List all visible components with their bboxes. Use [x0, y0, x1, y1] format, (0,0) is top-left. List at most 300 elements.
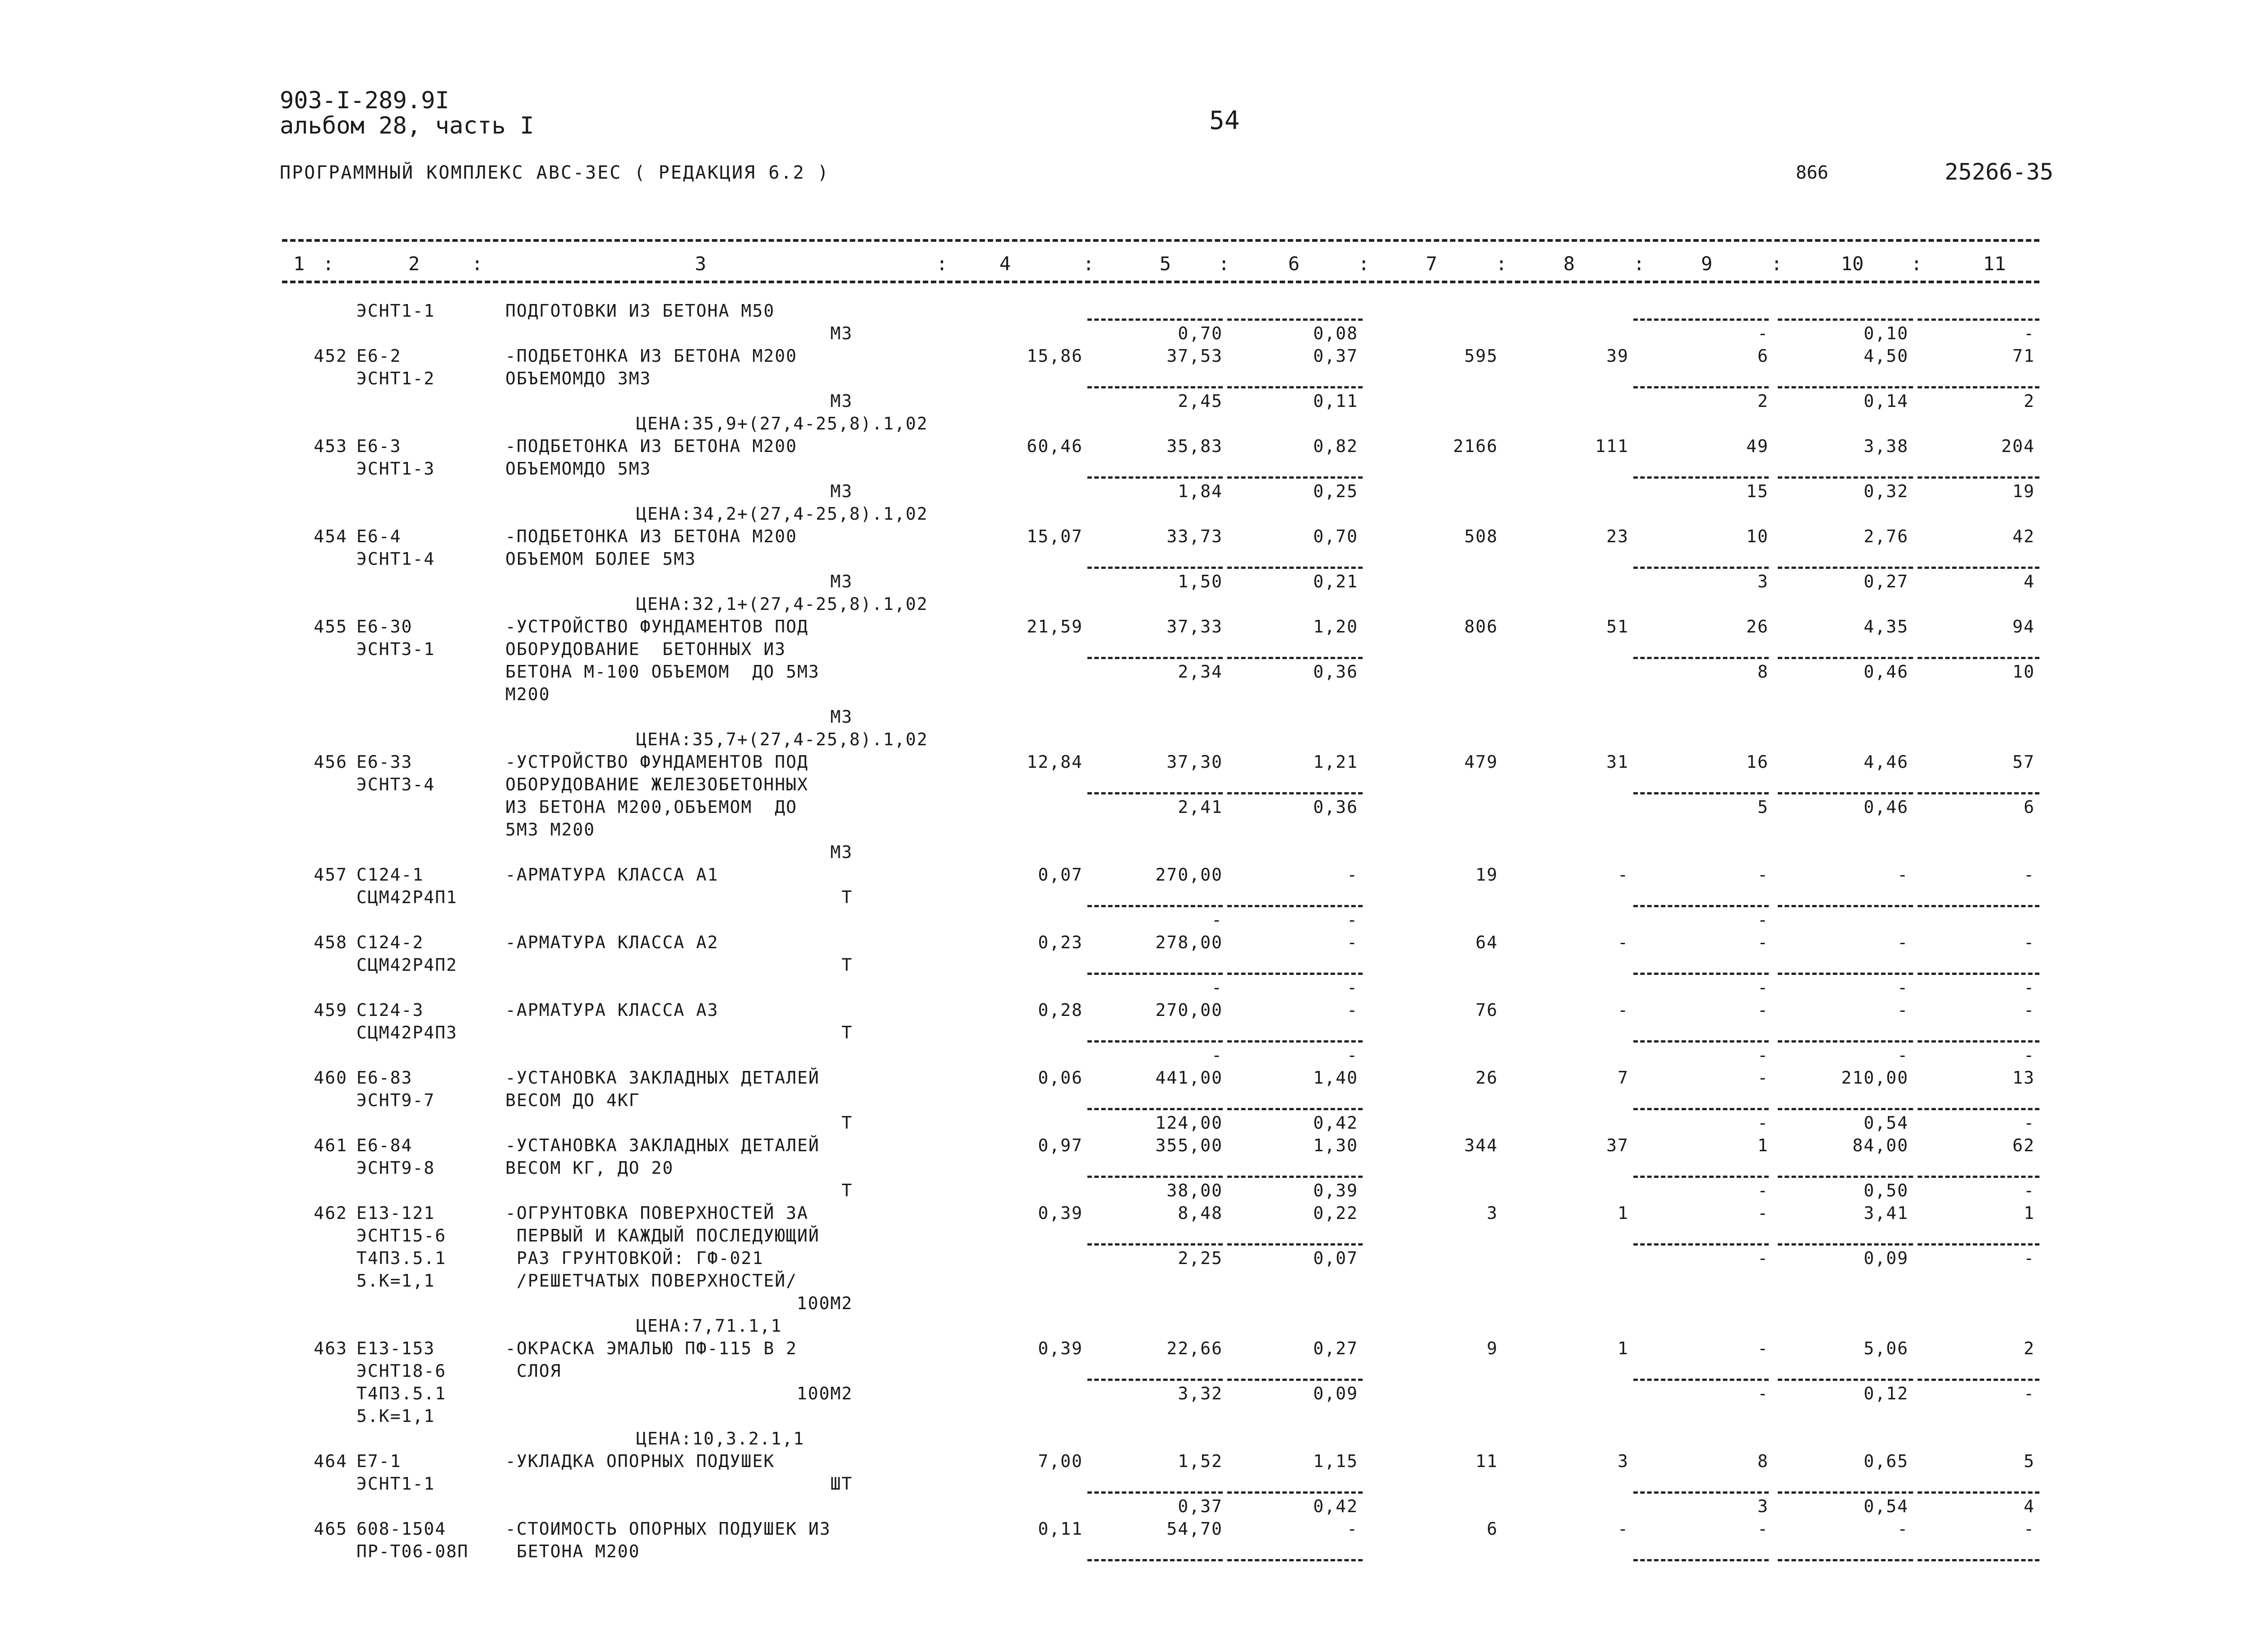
cell-c5: 8,48: [1178, 1203, 1223, 1223]
cell-c5: 3,32: [1178, 1384, 1223, 1403]
cell-c7: 3: [1487, 1203, 1498, 1223]
code-right: 25266-35: [1945, 159, 2053, 185]
cell-code: ЭСНТ15-6: [356, 1226, 447, 1246]
cell-desc: -ПОДБЕТОНКА ИЗ БЕТОНА М200: [505, 436, 797, 456]
dash-separator: [1778, 1108, 1913, 1110]
cell-code: ЭСНТ1-4: [356, 549, 435, 569]
dash-separator: [1778, 1379, 1913, 1381]
cell-desc: -УСТРОЙСТВО ФУНДАМЕНТОВ ПОД: [505, 752, 809, 772]
column-header-9: :: [1218, 253, 1230, 275]
cell-num: 460: [314, 1068, 347, 1088]
cell-c7: 64: [1475, 932, 1498, 952]
cell-c8: -: [1618, 932, 1629, 952]
dash-separator: [1227, 386, 1363, 388]
cell-code: 608-1504: [356, 1519, 447, 1539]
column-header-14: 8: [1563, 253, 1575, 275]
cell-desc: -ПОДБЕТОНКА ИЗ БЕТОНА М200: [505, 346, 797, 366]
dash-separator: [1778, 318, 1913, 321]
cell-c8: 1: [1618, 1338, 1629, 1358]
cell-c6: 0,36: [1313, 797, 1358, 817]
column-header-3: :: [472, 253, 483, 275]
cell-c5: 37,53: [1166, 346, 1223, 366]
dash-separator: [1918, 1559, 2039, 1561]
dash-separator: [1778, 973, 1913, 975]
rule-header-bottom: [282, 281, 2039, 283]
cell-c10: 4,46: [1863, 752, 1909, 772]
cell-code: Е6-33: [356, 752, 413, 772]
dash-separator: [1087, 1176, 1223, 1178]
dash-separator: [1633, 1108, 1769, 1110]
cell-unit: 100М2: [796, 1384, 853, 1403]
cell-c7: 344: [1464, 1135, 1498, 1155]
cell-c5: 22,66: [1166, 1338, 1223, 1358]
dash-separator: [1087, 1108, 1223, 1110]
cell-c10: 2,76: [1863, 526, 1909, 546]
dash-separator: [1918, 1040, 2039, 1043]
cell-c4: 0,28: [1038, 1000, 1083, 1020]
cell-c11: -: [2024, 932, 2035, 952]
cell-c5: 2,25: [1178, 1248, 1223, 1268]
cell-c10: 0,32: [1863, 481, 1909, 501]
dash-separator: [1633, 318, 1769, 321]
cell-c7: 19: [1475, 865, 1498, 885]
cell-c10: 0,12: [1863, 1384, 1909, 1403]
cell-desc: -АРМАТУРА КЛАССА А2: [505, 932, 719, 952]
dash-separator: [1087, 567, 1223, 569]
cell-code: Т4П3.5.1: [356, 1384, 447, 1403]
cell-c6: 0,27: [1313, 1338, 1358, 1358]
cell-c9: 3: [1757, 572, 1769, 591]
dash-separator: [1087, 657, 1223, 659]
cell-code: Т4П3.5.1: [356, 1248, 447, 1268]
dash-separator: [1778, 567, 1913, 569]
cell-c9: -: [1757, 1045, 1769, 1065]
cell-c10: 210,00: [1841, 1068, 1909, 1088]
cell-c11: -: [2024, 865, 2035, 885]
cell-c10: 84,00: [1852, 1135, 1909, 1155]
cell-c10: 0,54: [1863, 1113, 1909, 1133]
cell-code: Е6-3: [356, 436, 402, 456]
cell-c11: 57: [2012, 752, 2035, 772]
dash-separator: [1778, 1040, 1913, 1043]
cell-c10: 0,09: [1863, 1248, 1909, 1268]
cell-desc: ВЕСОМ ДО 4КГ: [505, 1090, 640, 1110]
cell-c10: 0,14: [1863, 391, 1909, 411]
column-header-6: 4: [999, 253, 1011, 275]
cell-desc: -ПОДБЕТОНКА ИЗ БЕТОНА М200: [505, 526, 797, 546]
cell-desc: ПОДГОТОВКИ ИЗ БЕТОНА М50: [505, 301, 775, 321]
cell-c6: 0,21: [1313, 572, 1358, 591]
cell-unit: М3: [830, 842, 853, 862]
dash-separator: [1918, 1243, 2039, 1246]
dash-separator: [1918, 973, 2039, 975]
cell-c8: 111: [1595, 436, 1629, 456]
cell-c5: 38,00: [1166, 1181, 1223, 1200]
column-header-7: :: [1083, 253, 1095, 275]
cell-c11: 42: [2012, 526, 2035, 546]
cell-num: 454: [314, 526, 347, 546]
dash-separator: [1778, 905, 1913, 907]
cell-code: СЦМ42Р4П1: [356, 887, 458, 907]
cell-c6: 0,70: [1313, 526, 1358, 546]
cell-c9: -: [1757, 1181, 1769, 1200]
cell-c9: -: [1757, 1338, 1769, 1358]
dash-separator: [1918, 905, 2039, 907]
cell-c5: 1,50: [1178, 572, 1223, 591]
cell-c4: 0,11: [1038, 1519, 1083, 1539]
cell-c9: -: [1757, 978, 1769, 997]
cell-desc: -УКЛАДКА ОПОРНЫХ ПОДУШЕК: [505, 1451, 775, 1471]
cell-desc: БЕТОНА М-100 ОБЪЕМОМ ДО 5М3: [505, 662, 820, 682]
cell-c11: 6: [2024, 797, 2035, 817]
cell-c10: 3,38: [1863, 436, 1909, 456]
cell-c7: 595: [1464, 346, 1498, 366]
cell-c8: 39: [1606, 346, 1629, 366]
cell-c4: 0,07: [1038, 865, 1083, 885]
cell-code: С124-2: [356, 932, 424, 952]
cell-c10: 4,50: [1863, 346, 1909, 366]
cell-c11: -: [2024, 323, 2035, 343]
cell-desc: -УСТРОЙСТВО ФУНДАМЕНТОВ ПОД: [505, 617, 809, 637]
cell-c6: 0,09: [1313, 1384, 1358, 1403]
cell-c4: 12,84: [1026, 752, 1083, 772]
dash-separator: [1918, 567, 2039, 569]
cell-code: Е13-153: [356, 1338, 435, 1358]
cell-c5: 2,45: [1178, 391, 1223, 411]
cell-unit: ШТ: [830, 1474, 853, 1494]
dash-separator: [1778, 476, 1913, 479]
cell-c4: 21,59: [1026, 617, 1083, 637]
cell-unit: М3: [830, 323, 853, 343]
column-header-0: 1: [293, 253, 305, 275]
cell-price: ЦЕНА:35,7+(27,4-25,8).1,02: [636, 729, 928, 749]
dash-separator: [1087, 905, 1223, 907]
cell-unit: М3: [830, 572, 853, 591]
cell-c5: 35,83: [1166, 436, 1223, 456]
cell-unit: 100М2: [796, 1293, 853, 1313]
cell-c11: 94: [2012, 617, 2035, 637]
cell-desc: -СТОИМОСТЬ ОПОРНЫХ ПОДУШЕК ИЗ: [505, 1519, 831, 1539]
cell-c9: -: [1757, 1203, 1769, 1223]
cell-num: 463: [314, 1338, 347, 1358]
column-header-1: :: [323, 253, 334, 275]
cell-c8: -: [1618, 1519, 1629, 1539]
dash-separator: [1227, 476, 1363, 479]
cell-c10: 4,35: [1863, 617, 1909, 637]
cell-c6: 0,25: [1313, 481, 1358, 501]
cell-c11: -: [2024, 1181, 2035, 1200]
dash-separator: [1633, 1176, 1769, 1178]
cell-c11: 5: [2024, 1451, 2035, 1471]
cell-desc: -УСТАНОВКА ЗАКЛАДНЫХ ДЕТАЛЕЙ: [505, 1135, 820, 1155]
dash-separator: [1918, 476, 2039, 479]
cell-c8: 7: [1618, 1068, 1629, 1088]
dash-separator: [1918, 1491, 2039, 1494]
column-header-4: 3: [695, 253, 707, 275]
cell-c10: -: [1897, 978, 1909, 997]
cell-desc: ИЗ БЕТОНА М200,ОБЪЕМОМ ДО: [505, 797, 797, 817]
cell-c5: 278,00: [1155, 932, 1223, 952]
dash-separator: [1087, 792, 1223, 794]
cell-code: СЦМ42Р4П2: [356, 955, 458, 975]
dash-separator: [1633, 1379, 1769, 1381]
cell-c11: -: [2024, 978, 2035, 997]
dash-separator: [1918, 1176, 2039, 1178]
cell-c6: 1,15: [1313, 1451, 1358, 1471]
cell-c5: 0,70: [1178, 323, 1223, 343]
cell-c5: -: [1211, 978, 1223, 997]
dash-separator: [1633, 1491, 1769, 1494]
rule-top: [282, 239, 2039, 242]
cell-c9: -: [1757, 1000, 1769, 1020]
cell-desc: ОБОРУДОВАНИЕ ЖЕЛЕЗОБЕТОННЫХ: [505, 775, 809, 794]
dash-separator: [1633, 567, 1769, 569]
page-number: 54: [1209, 106, 1240, 135]
cell-num: 456: [314, 752, 347, 772]
cell-num: 465: [314, 1519, 347, 1539]
cell-code: Е7-1: [356, 1451, 402, 1471]
cell-c6: 1,40: [1313, 1068, 1358, 1088]
cell-c11: 204: [2001, 436, 2035, 456]
cell-c7: 508: [1464, 526, 1498, 546]
cell-num: 455: [314, 617, 347, 637]
cell-c7: 76: [1475, 1000, 1498, 1020]
cell-desc: -АРМАТУРА КЛАССА А1: [505, 865, 719, 885]
cell-c5: 1,52: [1178, 1451, 1223, 1471]
album-label: альбом 28, часть I: [280, 112, 534, 139]
cell-c7: 2166: [1453, 436, 1498, 456]
cell-num: 464: [314, 1451, 347, 1471]
cell-num: 452: [314, 346, 347, 366]
column-header-13: :: [1496, 253, 1507, 275]
cell-c9: -: [1757, 1068, 1769, 1088]
cell-c9: -: [1757, 1519, 1769, 1539]
cell-c9: -: [1757, 932, 1769, 952]
cell-code: Е13-121: [356, 1203, 435, 1223]
cell-desc: -ОКРАСКА ЭМАЛЬЮ ПФ-115 В 2: [505, 1338, 797, 1358]
dash-separator: [1778, 1176, 1913, 1178]
dash-separator: [1227, 1176, 1363, 1178]
cell-code: ЭСНТ1-2: [356, 369, 435, 388]
cell-desc: /РЕШЕТЧАТЫХ ПОВЕРХНОСТЕЙ/: [505, 1271, 797, 1291]
cell-c5: 37,30: [1166, 752, 1223, 772]
dash-separator: [1087, 1379, 1223, 1381]
dash-separator: [1633, 973, 1769, 975]
cell-code: С124-1: [356, 865, 424, 885]
dash-separator: [1087, 476, 1223, 479]
cell-price: ЦЕНА:35,9+(27,4-25,8).1,02: [636, 414, 928, 434]
cell-c11: -: [2024, 1113, 2035, 1133]
cell-c9: 2: [1757, 391, 1769, 411]
cell-code: СЦМ42Р4П3: [356, 1023, 458, 1043]
dash-separator: [1227, 905, 1363, 907]
column-header-10: 6: [1288, 253, 1300, 275]
cell-desc: ОБЪЕМОМДО 5М3: [505, 459, 652, 479]
dash-separator: [1087, 973, 1223, 975]
dash-separator: [1087, 1243, 1223, 1246]
column-header-16: 9: [1701, 253, 1713, 275]
dash-separator: [1227, 1243, 1363, 1246]
cell-c7: 9: [1487, 1338, 1498, 1358]
cell-desc: ОБЪЕМОМДО 3М3: [505, 369, 652, 388]
dash-separator: [1227, 1491, 1363, 1494]
cell-code: ЭСНТ1-1: [356, 301, 435, 321]
cell-code: 5.К=1,1: [356, 1271, 435, 1291]
dash-separator: [1087, 1559, 1223, 1561]
cell-c6: -: [1347, 1000, 1358, 1020]
cell-c10: -: [1897, 1000, 1909, 1020]
cell-c10: 3,41: [1863, 1203, 1909, 1223]
dash-separator: [1918, 1379, 2039, 1381]
cell-c4: 15,07: [1026, 526, 1083, 546]
doc-code: 903-I-289.9I: [280, 87, 449, 114]
cell-c8: 51: [1606, 617, 1629, 637]
column-header-11: :: [1358, 253, 1370, 275]
dash-separator: [1778, 1559, 1913, 1561]
cell-c7: 479: [1464, 752, 1498, 772]
column-header-17: :: [1771, 253, 1783, 275]
cell-c5: 54,70: [1166, 1519, 1223, 1539]
cell-c4: 7,00: [1038, 1451, 1083, 1471]
cell-desc: 5М3 М200: [505, 820, 596, 840]
cell-c9: 16: [1746, 752, 1769, 772]
cell-c5: 441,00: [1155, 1068, 1223, 1088]
dash-separator: [1227, 1108, 1363, 1110]
cell-code: Е6-84: [356, 1135, 413, 1155]
cell-desc: -УСТАНОВКА ЗАКЛАДНЫХ ДЕТАЛЕЙ: [505, 1068, 820, 1088]
cell-c11: 62: [2012, 1135, 2035, 1155]
cell-c4: 60,46: [1026, 436, 1083, 456]
cell-unit: М3: [830, 481, 853, 501]
cell-c10: -: [1897, 932, 1909, 952]
cell-c10: -: [1897, 865, 1909, 885]
cell-code: ЭСНТ3-1: [356, 639, 435, 659]
cell-c8: 23: [1606, 526, 1629, 546]
cell-c9: -: [1757, 1248, 1769, 1268]
cell-desc: БЕТОНА М200: [505, 1541, 640, 1561]
cell-c5: 270,00: [1155, 865, 1223, 885]
dash-separator: [1227, 567, 1363, 569]
cell-code: Е6-30: [356, 617, 413, 637]
cell-c11: 4: [2024, 572, 2035, 591]
dash-separator: [1633, 1040, 1769, 1043]
cell-c7: 6: [1487, 1519, 1498, 1539]
dash-separator: [1778, 792, 1913, 794]
cell-c6: -: [1347, 932, 1358, 952]
cell-price: ЦЕНА:32,1+(27,4-25,8).1,02: [636, 594, 928, 614]
cell-c11: -: [2024, 1384, 2035, 1403]
cell-c9: 6: [1757, 346, 1769, 366]
column-header-18: 10: [1841, 253, 1864, 275]
dash-separator: [1633, 476, 1769, 479]
cell-unit: Т: [841, 1181, 853, 1200]
cell-c5: 124,00: [1155, 1113, 1223, 1133]
column-header-12: 7: [1426, 253, 1438, 275]
cell-c11: 2: [2024, 391, 2035, 411]
cell-c11: 71: [2012, 346, 2035, 366]
cell-c9: 8: [1757, 1451, 1769, 1471]
dash-separator: [1227, 657, 1363, 659]
cell-c5: 37,33: [1166, 617, 1223, 637]
cell-code: ПР-Т06-08П: [356, 1541, 469, 1561]
cell-c5: 355,00: [1155, 1135, 1223, 1155]
dash-separator: [1227, 1040, 1363, 1043]
dash-separator: [1778, 386, 1913, 388]
cell-c6: 1,21: [1313, 752, 1358, 772]
cell-c6: 1,30: [1313, 1135, 1358, 1155]
cell-c7: 26: [1475, 1068, 1498, 1088]
cell-desc: ОБОРУДОВАНИЕ БЕТОННЫХ ИЗ: [505, 639, 786, 659]
cell-c5: 270,00: [1155, 1000, 1223, 1020]
cell-c9: 15: [1746, 481, 1769, 501]
cell-unit: Т: [841, 955, 853, 975]
cell-c9: 5: [1757, 797, 1769, 817]
cell-c9: 49: [1746, 436, 1769, 456]
cell-c9: 1: [1757, 1135, 1769, 1155]
doc-header: [280, 88, 534, 138]
cell-c5: 33,73: [1166, 526, 1223, 546]
cell-unit: М3: [830, 391, 853, 411]
cell-c6: 0,36: [1313, 662, 1358, 682]
cell-code: Е6-4: [356, 526, 402, 546]
cell-c7: 11: [1475, 1451, 1498, 1471]
cell-c8: -: [1618, 1000, 1629, 1020]
cell-c6: -: [1347, 1519, 1358, 1539]
column-header-20: 11: [1983, 253, 2006, 275]
dash-separator: [1087, 318, 1223, 321]
cell-desc: СЛОЯ: [505, 1361, 562, 1381]
cell-price: ЦЕНА:7,71.1,1: [636, 1316, 782, 1336]
cell-c5: 0,37: [1178, 1496, 1223, 1516]
cell-c4: 15,86: [1026, 346, 1083, 366]
cell-c6: 0,11: [1313, 391, 1358, 411]
dash-separator: [1918, 318, 2039, 321]
cell-c6: 0,39: [1313, 1181, 1358, 1200]
cell-c6: 0,37: [1313, 346, 1358, 366]
dash-separator: [1227, 973, 1363, 975]
dash-separator: [1778, 1243, 1913, 1246]
cell-c11: 2: [2024, 1338, 2035, 1358]
cell-unit: Т: [841, 1113, 853, 1133]
dash-separator: [1227, 1559, 1363, 1561]
cell-desc: ОБЪЕМОМ БОЛЕЕ 5М3: [505, 549, 696, 569]
cell-c4: 0,97: [1038, 1135, 1083, 1155]
dash-separator: [1227, 318, 1363, 321]
cell-c6: -: [1347, 1045, 1358, 1065]
cell-c8: 1: [1618, 1203, 1629, 1223]
cell-num: 453: [314, 436, 347, 456]
cell-desc: ПЕРВЫЙ И КАЖДЫЙ ПОСЛЕДУЮЩИЙ: [505, 1226, 820, 1246]
cell-c11: -: [2024, 1248, 2035, 1268]
cell-c11: 13: [2012, 1068, 2035, 1088]
cell-c8: 31: [1606, 752, 1629, 772]
cell-c9: -: [1757, 865, 1769, 885]
column-header-8: 5: [1160, 253, 1171, 275]
cell-desc: -ОГРУНТОВКА ПОВЕРХНОСТЕЙ ЗА: [505, 1203, 809, 1223]
cell-c5: -: [1211, 910, 1223, 930]
cell-c6: 1,20: [1313, 617, 1358, 637]
cell-c6: -: [1347, 910, 1358, 930]
cell-c10: 5,06: [1863, 1338, 1909, 1358]
cell-c11: 4: [2024, 1496, 2035, 1516]
cell-c8: -: [1618, 865, 1629, 885]
cell-c10: -: [1897, 1045, 1909, 1065]
cell-c5: 2,41: [1178, 797, 1223, 817]
cell-c6: 0,07: [1313, 1248, 1358, 1268]
cell-c6: 0,08: [1313, 323, 1358, 343]
cell-price: ЦЕНА:34,2+(27,4-25,8).1,02: [636, 504, 928, 524]
cell-c4: 0,39: [1038, 1338, 1083, 1358]
